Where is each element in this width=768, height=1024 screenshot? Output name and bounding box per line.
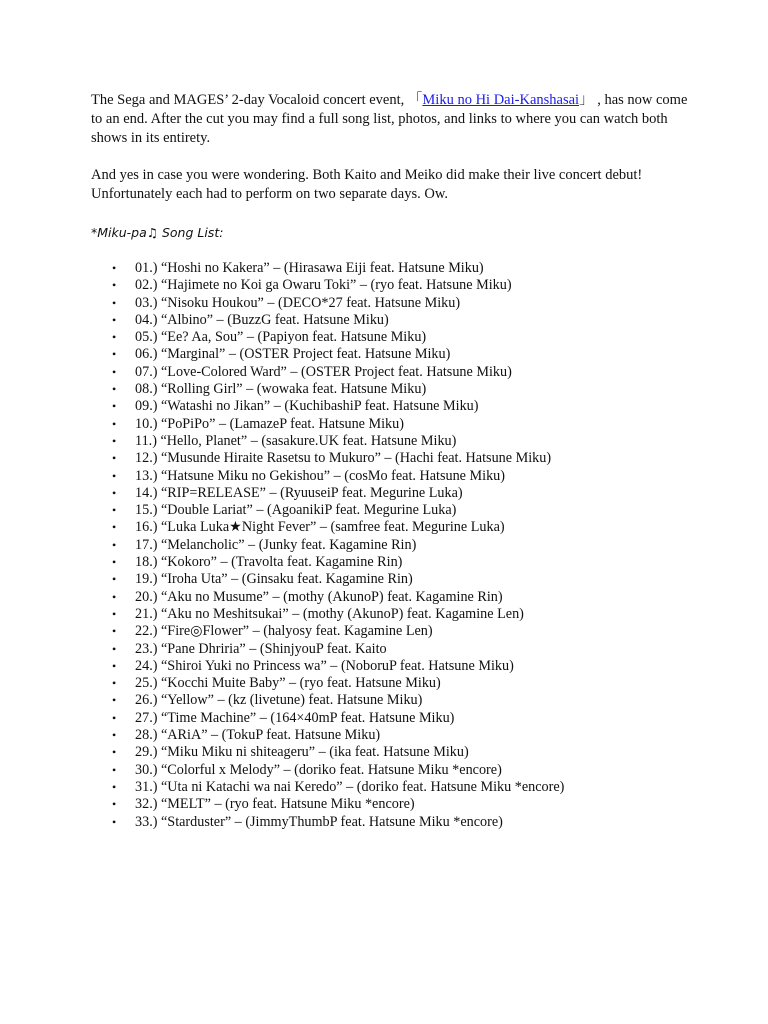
song-entry-text: 12.) “Musunde Hiraite Rasetsu to Mukuro” – (Hachi feat. Hatsune Miku) xyxy=(135,450,552,467)
bullet-icon: • xyxy=(112,658,117,673)
song-entry-text: 30.) “Colorful x Melody” – (doriko feat. Hatsune Miku *encore) xyxy=(135,761,502,778)
song-entry-text: 01.) “Hoshi no Kakera” – (Hirasawa Eiji feat. Hatsune Miku) xyxy=(135,260,484,276)
intro-paragraph-1 xyxy=(91,91,691,148)
song-entry-text: 18.) “Kokoro” – (Travolta feat. Kagamine Rin) xyxy=(135,554,403,571)
bullet-icon: • xyxy=(112,555,117,570)
song-list-item xyxy=(91,364,691,381)
song-list-item xyxy=(91,329,691,346)
bullet-icon: • xyxy=(112,312,117,327)
bullet-icon: • xyxy=(112,468,117,483)
song-list-item xyxy=(91,675,691,692)
song-list-item xyxy=(91,485,691,502)
song-list-item xyxy=(91,312,691,329)
bullet-icon: • xyxy=(112,814,117,829)
song-list-item xyxy=(91,519,691,536)
song-entry-text: 08.) “Rolling Girl” – (wowaka feat. Hatsune Miku) xyxy=(135,381,427,398)
song-list-item xyxy=(91,502,691,519)
song-list-item xyxy=(91,796,691,813)
bullet-icon: • xyxy=(112,261,117,275)
song-list-item xyxy=(91,623,691,640)
song-entry-text: 07.) “Love-Colored Ward” – (OSTER Project feat. Hatsune Miku) xyxy=(135,363,512,380)
song-list-item xyxy=(91,450,691,467)
song-list-item xyxy=(91,398,691,415)
song-entry-text: 06.) “Marginal” – (OSTER Project feat. Hatsune Miku) xyxy=(135,346,451,363)
song-list-item xyxy=(91,537,691,554)
song-entry-text: 17.) “Melancholic” – (Junky feat. Kagamine Rin) xyxy=(135,536,417,553)
bullet-icon: • xyxy=(112,606,117,621)
song-entry-text: 09.) “Watashi no Jikan” – (KuchibashiP feat. Hatsune Miku) xyxy=(135,398,479,415)
song-entry-text: 27.) “Time Machine” – (164×40mP feat. Hatsune Miku) xyxy=(135,709,455,726)
song-list-item xyxy=(91,658,691,675)
song-list-item xyxy=(91,571,691,588)
song-list-item xyxy=(91,814,691,831)
intro-text-after: , has now come to an end. After the cut you may find a full song list, photos, and links to where you can watch both shows in its entirety. xyxy=(91,92,688,146)
song-list-item xyxy=(91,589,691,606)
song-entry-text: 26.) “Yellow” – (kz (livetune) feat. Hatsune Miku) xyxy=(135,692,423,709)
song-entry-text: 19.) “Iroha Uta” – (Ginsaku feat. Kagamine Rin) xyxy=(135,571,413,588)
song-entry-text: 33.) “Starduster” – (JimmyThumbP feat. Hatsune Miku *encore) xyxy=(135,813,503,830)
bullet-icon: • xyxy=(112,710,117,725)
song-list-item xyxy=(91,727,691,744)
bracket-open: 「 xyxy=(407,92,423,108)
bullet-icon: • xyxy=(112,693,117,708)
song-list-item xyxy=(91,710,691,727)
song-entry-text: 04.) “Albino” – (BuzzG feat. Hatsune Miku) xyxy=(135,311,389,328)
song-list-item xyxy=(91,468,691,485)
song-list-item xyxy=(91,744,691,761)
song-entry-text: 14.) “RIP=RELEASE” – (RyuuseiP feat. Megurine Luka) xyxy=(135,484,463,501)
song-list-item xyxy=(91,346,691,363)
song-list-item xyxy=(91,779,691,796)
bullet-icon: • xyxy=(112,676,117,691)
song-list-item xyxy=(91,762,691,779)
event-link[interactable]: Miku no Hi Dai-Kanshasai xyxy=(422,92,580,108)
song-list-item xyxy=(91,416,691,433)
song-entry-text: 24.) “Shiroi Yuki no Princess wa” – (NoboruP feat. Hatsune Miku) xyxy=(135,657,514,674)
song-entry-text: 05.) “Ee? Aa, Sou” – (Papiyon feat. Hatsune Miku) xyxy=(135,329,427,346)
song-list-item xyxy=(91,554,691,571)
song-entry-text: 10.) “PoPiPo” – (LamazeP feat. Hatsune Miku) xyxy=(135,415,404,432)
bullet-icon: • xyxy=(112,537,117,552)
bullet-icon: • xyxy=(112,503,117,518)
song-entry-text: 21.) “Aku no Meshitsukai” – (mothy (AkunoP) feat. Kagamine Len) xyxy=(135,605,524,622)
song-list-item xyxy=(91,295,691,312)
bullet-icon: • xyxy=(112,382,117,397)
song-entry-text: 03.) “Nisoku Houkou” – (DECO*27 feat. Hatsune Miku) xyxy=(135,294,461,311)
song-entry-text: 28.) “ARiA” – (TokuP feat. Hatsune Miku) xyxy=(135,727,381,744)
intro-paragraph-2: And yes in case you were wondering. Both Kaito and Meiko did make their live concert debut! Unfortunately each had to perform on two separate days. Ow. xyxy=(91,167,643,202)
song-list-item xyxy=(91,381,691,398)
bullet-icon: • xyxy=(112,624,117,639)
bullet-icon: • xyxy=(112,728,117,743)
bullet-icon: • xyxy=(112,433,117,448)
bullet-icon: • xyxy=(112,762,117,777)
song-list-item xyxy=(91,692,691,709)
song-entry-text: 11.) “Hello, Planet” – (sasakure.UK feat. Hatsune Miku) xyxy=(135,432,457,449)
bullet-icon: • xyxy=(112,572,117,587)
song-list xyxy=(91,260,691,831)
song-list-item xyxy=(91,641,691,658)
bullet-icon: • xyxy=(112,797,117,812)
bullet-icon: • xyxy=(112,347,117,362)
bullet-icon: • xyxy=(112,399,117,414)
bullet-icon: • xyxy=(112,589,117,604)
bullet-icon: • xyxy=(112,330,117,345)
song-entry-text: 13.) “Hatsune Miku no Gekishou” – (cosMo feat. Hatsune Miku) xyxy=(135,467,505,484)
article-body xyxy=(91,91,691,831)
bullet-icon: • xyxy=(112,416,117,431)
song-list-item xyxy=(91,277,691,294)
bullet-icon: • xyxy=(112,364,117,379)
bullet-icon: • xyxy=(112,485,117,500)
song-entry-text: 02.) “Hajimete no Koi ga Owaru Toki” – (ryo feat. Hatsune Miku) xyxy=(135,277,512,294)
bracket-close: 」 xyxy=(579,92,594,108)
bullet-icon: • xyxy=(112,779,117,794)
bullet-icon: • xyxy=(112,745,117,760)
song-entry-text: 15.) “Double Lariat” – (AgoanikiP feat. Megurine Luka) xyxy=(135,502,457,519)
song-entry-text: 20.) “Aku no Musume” – (mothy (AkunoP) feat. Kagamine Rin) xyxy=(135,588,503,605)
song-list-item xyxy=(91,433,691,450)
song-list-heading: *Miku-pa♫ Song List: xyxy=(91,225,224,240)
song-entry-text: 31.) “Uta ni Katachi wa nai Keredo” – (doriko feat. Hatsune Miku *encore) xyxy=(135,778,565,795)
bullet-icon: • xyxy=(112,278,117,293)
bullet-icon: • xyxy=(112,520,117,535)
intro-text-before: The Sega and MAGES’ 2-day Vocaloid concert event, xyxy=(91,92,408,108)
song-list-item xyxy=(91,606,691,623)
song-list-item xyxy=(91,260,691,277)
song-entry-text: 32.) “MELT” – (ryo feat. Hatsune Miku *encore) xyxy=(135,796,415,813)
bullet-icon: • xyxy=(112,641,117,656)
bullet-icon: • xyxy=(112,451,117,466)
song-entry-text: 16.) “Luka Luka★Night Fever” – (samfree feat. Megurine Luka) xyxy=(135,519,505,536)
song-entry-text: 23.) “Pane Dhriria” – (ShinjyouP feat. Kaito xyxy=(135,640,387,657)
song-entry-text: 25.) “Kocchi Muite Baby” – (ryo feat. Hatsune Miku) xyxy=(135,675,441,692)
song-entry-text: 22.) “Fire◎Flower” – (halyosy feat. Kagamine Len) xyxy=(135,623,433,640)
bullet-icon: • xyxy=(112,295,117,310)
song-entry-text: 29.) “Miku Miku ni shiteageru” – (ika feat. Hatsune Miku) xyxy=(135,744,469,761)
